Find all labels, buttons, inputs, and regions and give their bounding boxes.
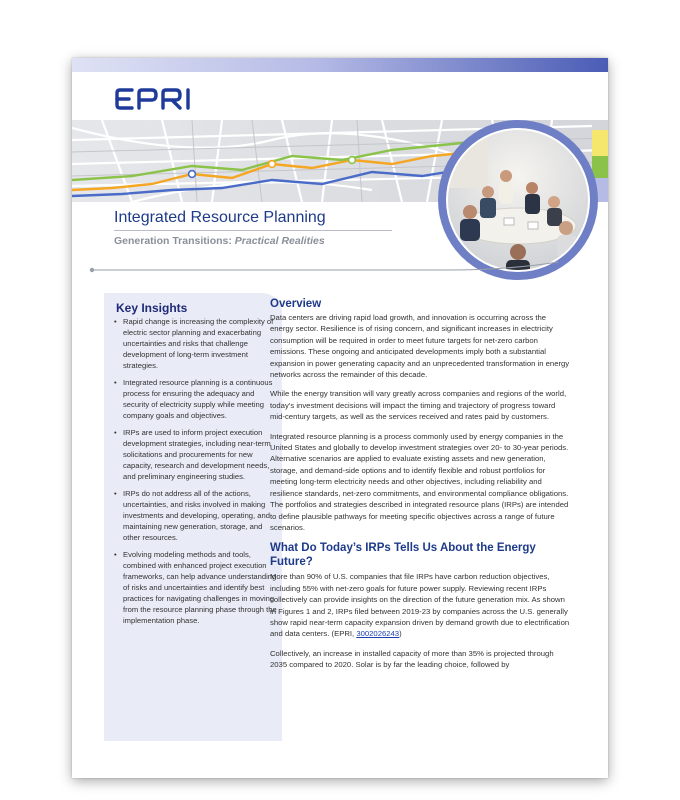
document-subtitle	[114, 235, 325, 247]
document-title: Integrated Resource Planning	[114, 209, 326, 226]
list-item: • IRPs do not address all of the actions, uncertainties, and risks involved in making investments and developing, operating, and maintaining new generation, storage, and other resources.	[114, 488, 278, 543]
irp-paragraph-1	[270, 571, 570, 639]
main-content	[270, 298, 570, 679]
irp-paragraph-text: More than 90% of U.S. companies that file IRPs have carbon reduction objectives, including 55% with net-zero goals for future power supply. Reviewing recent IRPs collectively can provide insights on the direction of the future generation mix. As shown in Figures 1 and 2, IRPs filed between 2019-23 by companies across the U.S. generally show rapid near-term capacity expansion driven by demand growth due to electrification and data centers. (EPRI,	[270, 572, 570, 639]
list-item: • Integrated resource planning is a continuous process for ensuring the adequacy and security of electricity supply while meeting company goals and objectives.	[114, 377, 278, 421]
key-insights-sidebar	[104, 293, 282, 741]
overview-paragraph-1: Data centers are driving rapid load growth, and innovation is occurring across the energy sector. Resilience is of rising concern, and significant increases in electricity consumption will be required in order to meet future targets for net-zero carbon emissions. These ongoing and anticipated developments imply both a substantial expansion in power generating capacity and an unprecedented transformation in energy networks across the remainder of this decade.	[270, 313, 570, 380]
top-color-stripe	[72, 58, 608, 72]
overview-paragraph-3: Integrated resource planning is a process commonly used by energy companies in the United States and globally to develop investment strategies over 20- to 30-year periods. Alternative scenarios are applied to evaluate existing assets and new generation, storage, and demand-side options and to identify flexible and robust portfolios for meeting long-term electricity needs and other objectives, including reliability and resilience standards, net-zero commitments, and environmental compliance obligations. The portfolios and strategies described in integrated resource plans (IRPs) are intended to define plausible pathways for meeting specific objectives across a range of future scenarios.	[270, 431, 569, 532]
list-item: • Evolving modeling methods and tools, combined with enhanced project execution frameworks, can help advance understanding of risks and uncertainties and identify best practices for navigating challenges in moving from the resource planning phase through the implementation phase.	[114, 549, 278, 626]
key-insights-list	[114, 316, 278, 632]
subtitle-prefix: Generation Transitions:	[114, 235, 235, 247]
irp-paragraph-2: Collectively, an increase in installed capacity of more than 35% is projected through 2035 compared to 2020. Solar is by far the leading choice, followed by	[270, 648, 554, 670]
irp-section-heading: What Do Today’s IRPs Tells Us About the Energy Future?	[270, 542, 536, 569]
list-item: • Rapid change is increasing the complexity of electric sector planning and exacerbating uncertainties and risks that challenge development of long-term investment strategies.	[114, 316, 278, 371]
list-item: • IRPs are used to inform project execution development strategies, including near-term solicitations and procurements for new capacity, research and development needs, and preliminary engineering studies.	[114, 427, 278, 482]
document-page	[72, 58, 608, 778]
epri-report-link[interactable]: 3002026243	[356, 629, 400, 639]
overview-heading: Overview	[270, 298, 322, 310]
decorative-swoosh	[88, 258, 608, 278]
overview-paragraph-2: While the energy transition will vary greatly across companies and regions of the world, today’s investment decisions will impact the timing and trajectory of progress toward mid-century targets, as well as the services received and rates paid by customers.	[270, 389, 567, 422]
title-divider	[114, 230, 392, 231]
irp-paragraph-end: )	[399, 629, 402, 639]
subtitle-italic: Practical Realities	[234, 235, 325, 247]
key-insights-heading: Key Insights	[116, 301, 188, 315]
epri-logo	[114, 86, 200, 112]
